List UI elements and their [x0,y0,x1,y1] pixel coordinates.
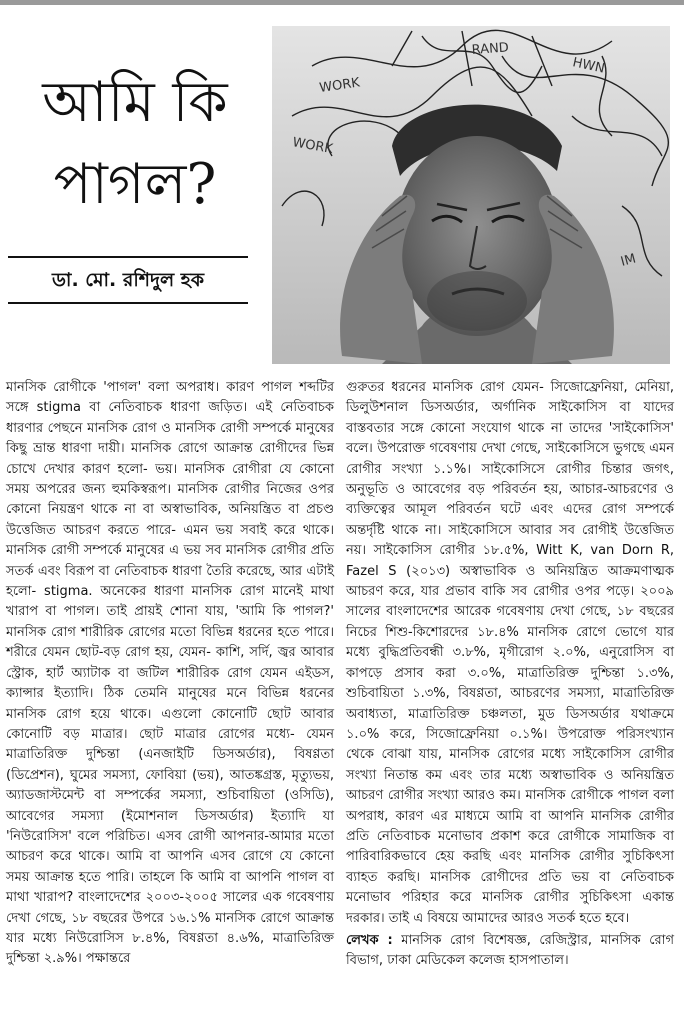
article-photo [272,26,670,364]
column-left-text: মানসিক রোগীকে 'পাগল' বলা অপরাধ। কারণ পাগল শব্দটির সঙ্গে stigma বা নেতিবাচক ধারণা জড়িত। এই নেতিবাচক ধারণার পেছনে মানসিক রোগ ও মানসিক রোগী সম্পর্কে মানুষের কিছু ভ্রান্ত ধারণা দায়ী। মানসিক রোগে আক্রান্ত রোগীদের ভিন্ন চোখে দেখার কারণ হলো- ভয়। মানসিক রোগীরা যে কোনো সময় অপরের জন্য হুমকিস্বরূপ। মানসিক রোগীর নিজের ওপর কোনো নিয়ন্ত্রণ থাকে না বা অস্বাভাবিক, অনিয়ন্ত্রিত বা প্রচণ্ড উত্তেজিত আচরণ করতে পারে- এমন ভয় সবাই করে থাকে। মানসিক রোগী সম্পর্কে মানুষের এ ভয় সব মানসিক রোগীর প্রতি সতর্ক এবং বিরূপ বা নেতিবাচক ধারণা তৈরি করেছে, আর এটাই হলো- stigma. অনেকের ধারণা মানসিক রোগ মানেই মাথা খারাপ বা পাগল। তাই প্রায়ই শোনা যায়, 'আমি কি পাগল?' মানসিক রোগ শারীরিক রোগের মতো বিভিন্ন ধরনের হতে পারে। শরীরে যেমন ছোট-বড় রোগ হয়, যেমন- কাশি, সর্দি, জ্বর আবার স্ট্রোক, হার্ট অ্যাটাক বা জটিল শারীরিক রোগ যেমন এইডস, ক্যান্সার ইত্যাদি। ঠিক তেমনি মানুষের মনে বিভিন্ন ধরনের মানসিক রোগ হয়ে থাকে। এগুলো কোনোটি ছোট আবার কোনোটি বড় মাত্রার। ছোট মাত্রার রোগের মধ্যে- যেমন মাত্রাতিরিক্ত দুশ্চিন্তা (এনজাইটি ডিসঅর্ডার), বিষণ্ণতা (ডিপ্রেশন), ঘুমের সমস্যা, ফোবিয়া (ভয়), আতঙ্কগ্রস্ত, মৃত্যুভয়, অ্যাডজাস্টমেন্ট বা সম্পর্কের সমস্যা, শুচিবায়িতা (ওসিডি), আবেগের সমস্যা (ইমোশনাল ডিসঅর্ডার) ইত্যাদি যা 'নিউরোসিস' বলে পরিচিত। এসব রোগী আপনার-আমার মতো আচরণ করে থাকে। আমি বা আপনি এসব রোগে যে কোনো সময় আক্রান্ত হতে পারি। তাহলে কি আমি বা আপনি পাগল বা মাথা খারাপ? বাংলাদেশের ২০০৩-২০০৫ সালের এক গবেষণায় দেখা গেছে, ১৮ বছরের উপরে ১৬.১% মানসিক রোগে আক্রান্ত যার মধ্যে নিউরোসিস ৮.৪%, বিষণ্ণতা ৪.৬%, মাত্রাতিরিক্ত দুশ্চিন্তা ২.৯%। পক্ষান্তরে [6,380,334,967]
scribble-word: WORK [291,135,334,157]
byline: ডা. মো. রশিদুল হক [51,269,205,291]
byline-rule-bottom [8,302,248,304]
scribble-word: WORK [318,75,361,96]
stubble [427,271,527,331]
scribble-word: RAND [471,40,510,58]
headline-line-1: আমি কি [42,70,228,135]
byline-rule-top [8,256,248,258]
scribble-word: HWN [571,55,606,77]
headline-line-2: পাগল? [53,152,217,217]
stressed-man-illustration [272,26,670,364]
article-column-left [6,378,334,970]
top-rule [0,0,684,5]
author-credit [346,931,674,972]
headline [20,62,250,226]
column-right-text: গুরুতর ধরনের মানসিক রোগ যেমন- সিজোফ্রেনিয়া, মেনিয়া, ডিলুউশনাল ডিসঅর্ডার, অর্গানিক সাইকোসিস বা যাদের বাস্তবতার সঙ্গে কোনো সংযোগ থাকে না তাদের 'সাইকোসিস' বলে। উপরোক্ত গবেষণায় দেখা গেছে, সাইকোসিসে ভুগছে এমন রোগীর সংখ্যা ১.১%। সাইকোসিসে রোগীর চিন্তার জগৎ, অনুভূতি ও আবেগের বড় পরিবর্তন হয়, আচার-আচরণের ও ব্যক্তিত্বের আমূল পরিবর্তন ঘটে এবং এদের রোগ সম্পর্কে অন্তর্দৃষ্টি থাকে না। সাইকোসিসে আবার সব রোগীই উত্তেজিত নয়। সাইকোসিস রোগীর ১৮.৫%, Witt K, van Dorn R, Fazel S (২০১৩) অস্বাভাবিক ও অনিয়ন্ত্রিত আক্রমণাত্মক আচরণ করে, যার প্রভাব বাকি সব রোগীর ওপর পড়ে। ২০০৯ সালের বাংলাদেশের আরেক গবেষণায় দেখা গেছে, ১৮ বছরের নিচের শিশু-কিশোরদের ১৮.৪% মানসিক রোগে ভোগে যার মধ্যে বুদ্ধিপ্রতিবন্ধী ৩.৮%, মৃগীরোগ ২.০%, এনুরোসিস বা কাপড়ে প্রসাব করা ৩.০%, মাত্রাতিরিক্ত দুশ্চিন্তা ১.৩%, শুচিবায়িতা ১.৩%, বিষণ্ণতা, আচরণের সমস্যা, মাত্রাতিরিক্ত অবাধ্যতা, মাত্রাতিরিক্ত চঞ্চলতা, মুড ডিসঅর্ডার যথাক্রমে ১.০% করে, সিজোফ্রেনিয়া ০.১%। উপরোক্ত পরিসংখ্যান থেকে বোঝা যায়, মানসিক রোগের মধ্যে সাইকোসিস রোগীর সংখ্যা নিতান্ত কম এবং তার মধ্যে অস্বাভাবিক ও অনিয়ন্ত্রিত আচরণ রোগীর সংখ্যা আরও কম। মানসিক রোগীকে পাগল বলা অপরাধ, কারণ এর মাধ্যমে আমি বা আপনি মানসিক রোগীর প্রতি নেতিবাচক মনোভাব প্রকাশ করে রোগীকে সামাজিক বা পারিবারিকভাবে হেয় করছি এবং মানসিক রোগীর সুচিকিৎসা ব্যাহত করছি। মানসিক রোগীদের প্রতি ভয় বা নেতিবাচক মনোভাব পরিহার করে মানসিক রোগীর সুচিকিৎসা একান্ত দরকার। তাই এ বিষয়ে আমাদের আরও সতর্ক হতে হবে। [346,380,674,926]
author-label: লেখক : [346,932,393,948]
author-credit-text: মানসিক রোগ বিশেষজ্ঞ, রেজিস্ট্রার, মানসিক রোগ বিভাগ, ঢাকা মেডিকেল কলেজ হাসপাতাল। [346,932,674,969]
article-column-right [346,378,674,972]
scribble-word: IM [619,251,638,270]
